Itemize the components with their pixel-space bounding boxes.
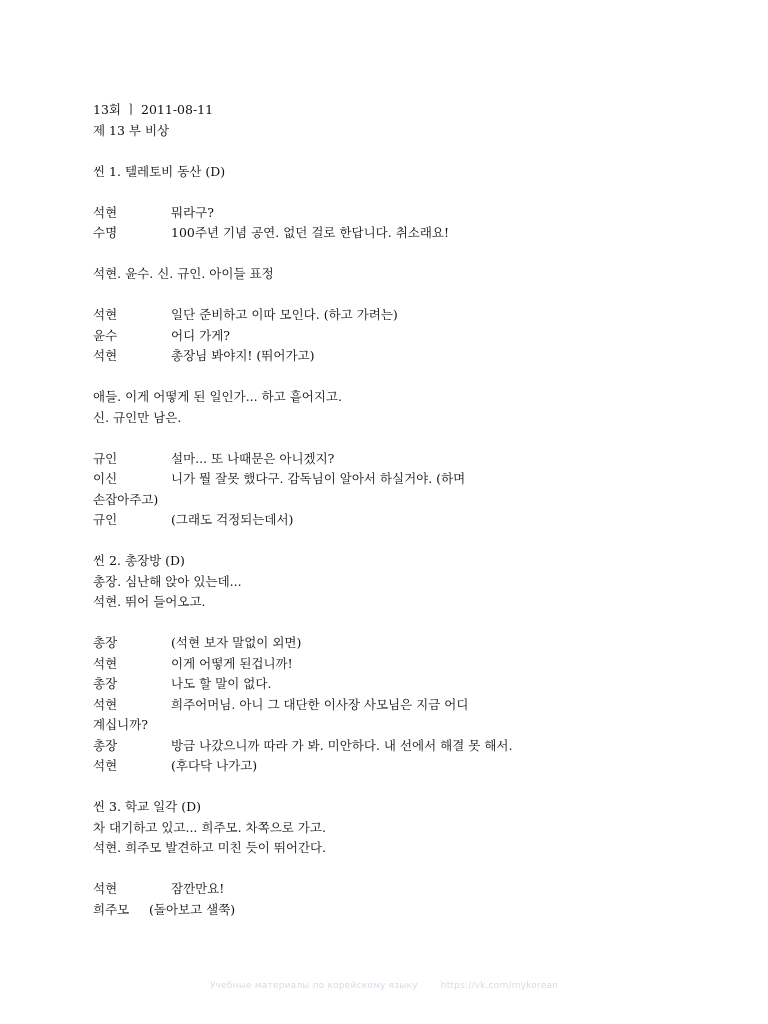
dialogue-line — [93, 449, 513, 470]
action-line: 석현. 희주모 발견하고 미친 듯이 뛰어간다. — [93, 840, 327, 855]
speaker: 석현 — [93, 881, 118, 896]
speaker: 석현 — [93, 348, 118, 363]
action-line: 애들. 이게 어떻게 된 일인가... 하고 흩어지고. — [93, 389, 342, 404]
scene-heading: 씬 2. 총장방 (D) — [93, 553, 185, 568]
speaker: 석현 — [93, 307, 118, 322]
watermark-footer — [0, 981, 768, 991]
episode-line: 13회 ㅣ 2011-08-11 — [93, 102, 214, 117]
speaker: 규인 — [93, 450, 118, 466]
speaker: 석현 — [93, 204, 118, 220]
dialogue-line — [93, 510, 513, 531]
speaker: 희주모 — [93, 901, 130, 917]
dialogue-text: 100주년 기념 공연. 없던 걸로 한답니다. 취소래요! — [171, 225, 450, 240]
dialogue-text: 희주어머님. 아니 그 대단한 이사장 사모님은 지금 어디 계십니까? — [93, 696, 469, 732]
action-line: 총장. 심난해 앉아 있는데... — [93, 573, 242, 589]
action-line: 신. 규인만 남은. — [93, 409, 182, 425]
dialogue-text: 뭐라구? — [171, 204, 214, 220]
scene-heading: 씬 1. 텔레토비 동산 (D) — [93, 163, 226, 179]
speaker: 수명 — [93, 225, 118, 240]
dialogue-line — [93, 223, 513, 244]
action-line: 석현. 윤수. 신. 규인. 아이들 표정 — [93, 266, 274, 281]
script-body — [93, 100, 513, 920]
dialogue-text: 잠깐만요! — [171, 881, 225, 896]
dialogue-text: 나도 할 말이 없다. — [171, 676, 272, 691]
action-line: 석현. 뛰어 들어오고. — [93, 594, 206, 609]
dialogue-line — [93, 654, 513, 675]
dialogue-text: 설마... 또 나때문은 아니겠지? — [171, 450, 335, 466]
dialogue-line — [93, 756, 513, 777]
dialogue-line — [93, 736, 513, 757]
dialogue-line — [93, 633, 513, 654]
dialogue-text: (후다닥 나가고) — [171, 758, 258, 773]
speaker: 규인 — [93, 512, 118, 527]
dialogue-line — [93, 203, 513, 224]
dialogue-line — [93, 326, 513, 347]
dialogue-line — [93, 346, 513, 367]
dialogue-line — [93, 469, 513, 510]
dialogue-text: 일단 준비하고 이따 모인다. (하고 가려는) — [171, 307, 398, 322]
speaker: 총장 — [93, 737, 118, 753]
dialogue-line — [93, 695, 513, 736]
speaker: 이신 — [93, 471, 118, 486]
dialogue-text: 니가 뭘 잘못 했다구. 감독님이 알아서 하실거야. (하며 손잡아주고) — [93, 471, 466, 507]
dialogue-text: (돌아보고 샐쭉) — [149, 901, 236, 917]
dialogue-text: 어디 가게? — [171, 327, 230, 343]
speaker: 총장 — [93, 635, 118, 650]
dialogue-line — [93, 879, 513, 900]
footer-source-text: Учебные материалы по корейскому языку — [209, 981, 418, 991]
dialogue-line — [93, 674, 513, 695]
footer-link[interactable]: https://vk.com/mykorean — [440, 981, 559, 991]
episode-subtitle: 제 13 부 비상 — [93, 122, 170, 138]
action-line: 차 대기하고 있고... 희주모. 차쪽으로 가고. — [93, 819, 326, 835]
dialogue-text: (그래도 걱정되는데서) — [171, 512, 294, 527]
speaker: 석현 — [93, 655, 118, 671]
dialogue-text: (석현 보자 말없이 외면) — [171, 635, 302, 650]
dialogue-line — [93, 305, 513, 326]
dialogue-text: 총장님 봐야지! (뛰어가고) — [171, 348, 315, 363]
dialogue-text: 이게 어떻게 된겁니까! — [171, 655, 293, 671]
dialogue-text: 방금 나갔으니까 따라 가 봐. 미안하다. 내 선에서 해결 못 해서. — [171, 737, 513, 753]
dialogue-line — [93, 900, 513, 921]
speaker: 총장 — [93, 676, 118, 691]
speaker: 석현 — [93, 758, 118, 773]
scene-heading: 씬 3. 학교 일각 (D) — [93, 799, 201, 814]
speaker: 석현 — [93, 696, 118, 712]
speaker: 윤수 — [93, 327, 118, 343]
